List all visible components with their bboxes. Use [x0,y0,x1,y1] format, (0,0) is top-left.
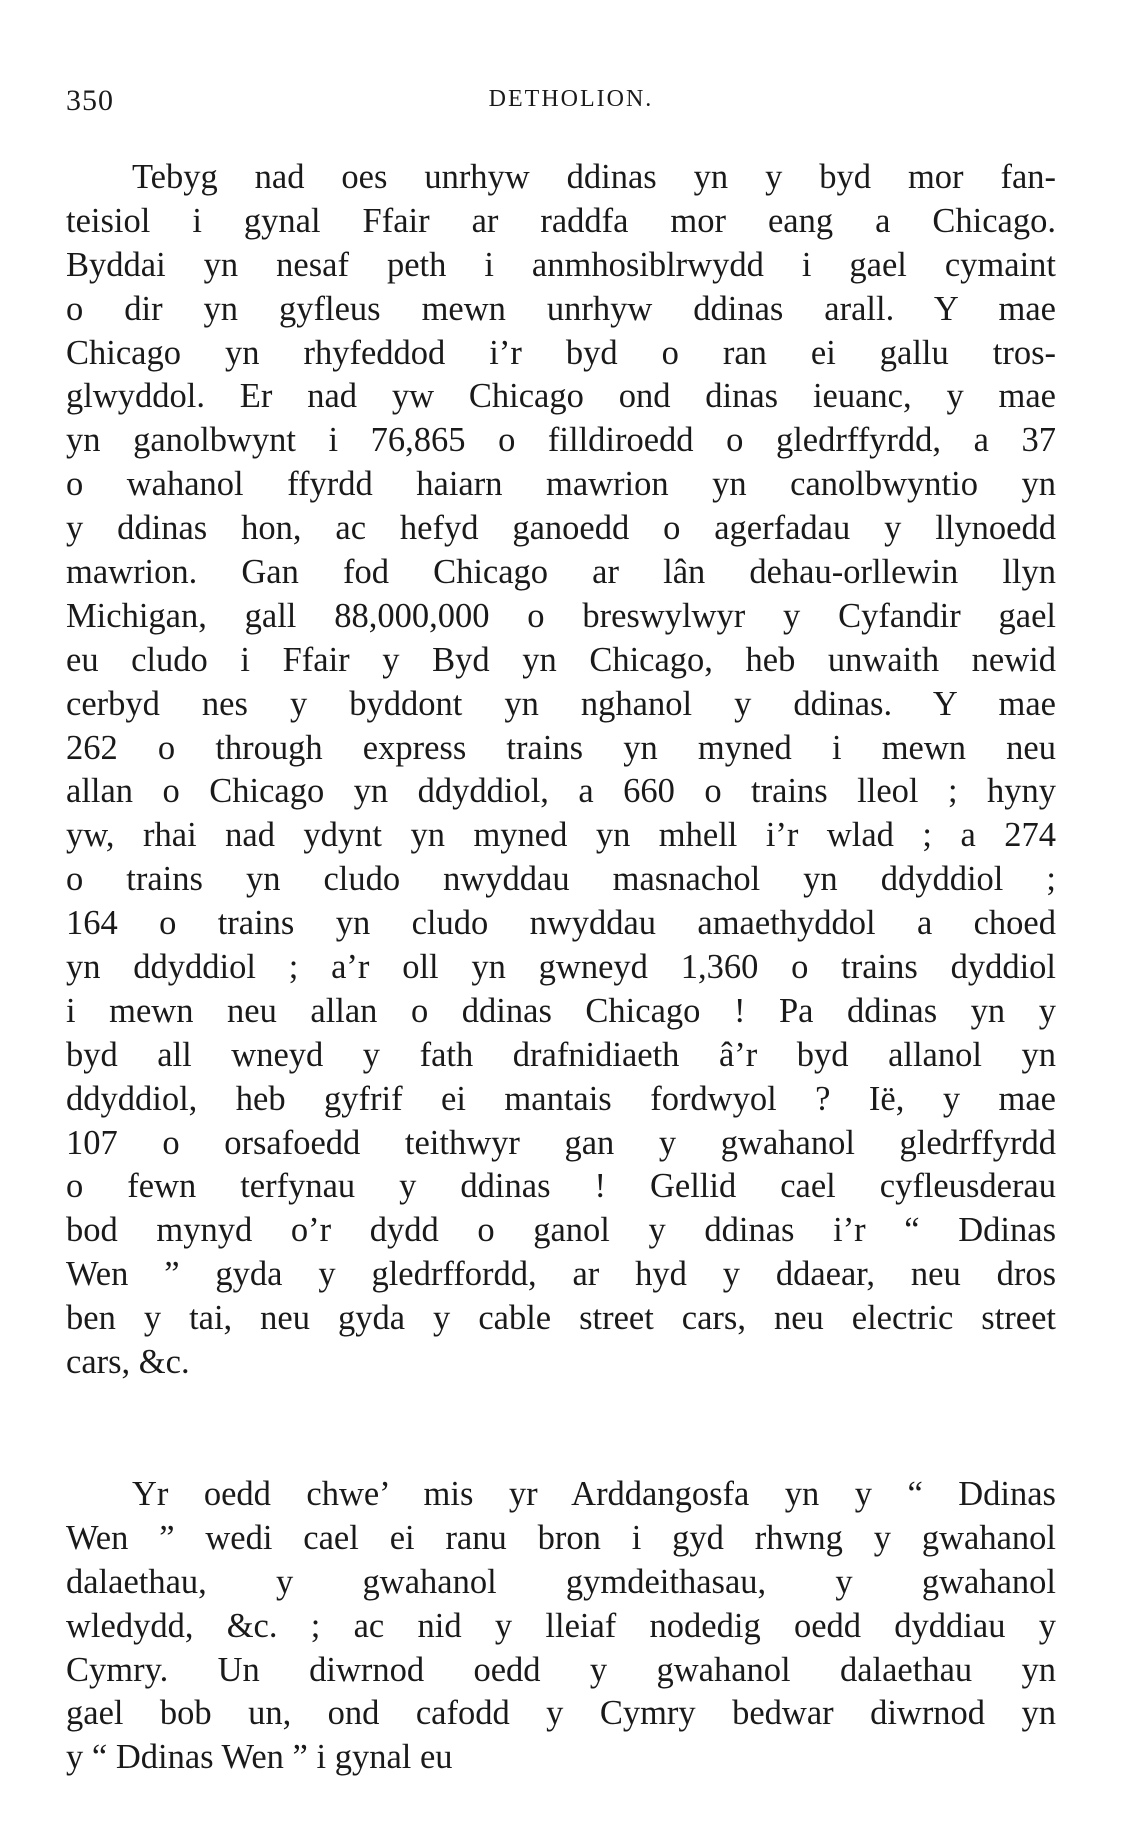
text-line: Yr oedd chwe’ mis yr Arddangosfa yn y “ Ddinas [132,1475,1056,1513]
text-line: 107 o orsafoedd teithwyr gan y gwahanol gledrffyrdd [66,1123,1056,1162]
text-line: byd all wneyd y fath drafnidiaeth â’r byd allanol yn [66,1035,1056,1074]
text-line: Chicago yn rhyfeddod i’r byd o ran ei gallu tros- [66,333,1056,372]
text-line: Tebyg nad oes unrhyw ddinas yn y byd mor fan- [132,158,1056,196]
text-line: allan o Chicago yn ddyddiol, a 660 o trains lleol ; hyny [66,772,1056,811]
running-head [66,84,1046,124]
text-line: i mewn neu allan o ddinas Chicago ! Pa ddinas yn y [66,991,1056,1030]
text-line: 164 o trains yn cludo nwyddau amaethyddol a choed [66,904,1056,943]
text-line: 262 o through express trains yn myned i mewn neu [66,728,1056,767]
text-line: Michigan, gall 88,000,000 o breswylwyr y Cyfandir gael [66,596,1056,635]
text-line: o fewn terfynau y ddinas ! Gellid cael cyfleusderau [66,1167,1056,1206]
text-line: yn ganolbwynt i 76,865 o filldiroedd o gledrffyrdd, a 37 [66,421,1056,460]
paragraph [66,156,1056,1385]
text-line: o trains yn cludo nwyddau masnachol yn ddyddiol ; [66,860,1056,899]
text-line: ben y tai, neu gyda y cable street cars, neu electric street [66,1299,1056,1338]
text-line: dalaethau, y gwahanol gymdeithasau, y gwahanol [66,1562,1056,1601]
text-line: cerbyd nes y byddont yn nghanol y ddinas. Y mae [66,684,1056,723]
text-line: mawrion. Gan fod Chicago ar lân dehau-orllewin llyn [66,553,1056,592]
text-line: bod mynyd o’r dydd o ganol y ddinas i’r “ Ddinas [66,1211,1056,1250]
paragraph [66,1473,1056,1780]
text-line: wledydd, &c. ; ac nid y lleiaf nodedig oedd dyddiau y [66,1606,1056,1645]
text-line: yn ddyddiol ; a’r oll yn gwneyd 1,360 o trains dyddiol [66,948,1056,987]
text-line: eu cludo i Ffair y Byd yn Chicago, heb unwaith newid [66,640,1056,679]
text-line: yw, rhai nad ydynt yn myned yn mhell i’r wlad ; a 274 [66,816,1056,855]
text-line: o dir yn gyfleus mewn unrhyw ddinas arall. Y mae [66,289,1056,328]
text-line: y “ Ddinas Wen ” i gynal eu [66,1738,453,1777]
page-number: 350 [66,84,114,117]
text-line: ddyddiol, heb gyfrif ei mantais fordwyol ? Ië, y mae [66,1079,1056,1118]
text-line: teisiol i gynal Ffair ar raddfa mor eang a Chicago. [66,201,1056,240]
text-line: o wahanol ffyrdd haiarn mawrion yn canolbwyntio yn [66,465,1056,504]
text-line: glwyddol. Er nad yw Chicago ond dinas ieuanc, y mae [66,377,1056,416]
text-line: Byddai yn nesaf peth i anmhosiblrwydd i gael cymaint [66,245,1056,284]
text-line: Wen ” wedi cael ei ranu bron i gyd rhwng y gwahanol [66,1518,1056,1557]
text-line: cars, &c. [66,1343,190,1382]
text-line: Cymry. Un diwrnod oedd y gwahanol dalaethau yn [66,1650,1056,1689]
text-line: y ddinas hon, ac hefyd ganoedd o agerfadau y llynoedd [66,509,1056,548]
running-title: DETHOLION. [488,86,654,112]
text-line: gael bob un, ond cafodd y Cymry bedwar diwrnod yn [66,1694,1056,1733]
text-line: Wen ” gyda y gledrffordd, ar hyd y ddaear, neu dros [66,1255,1056,1294]
